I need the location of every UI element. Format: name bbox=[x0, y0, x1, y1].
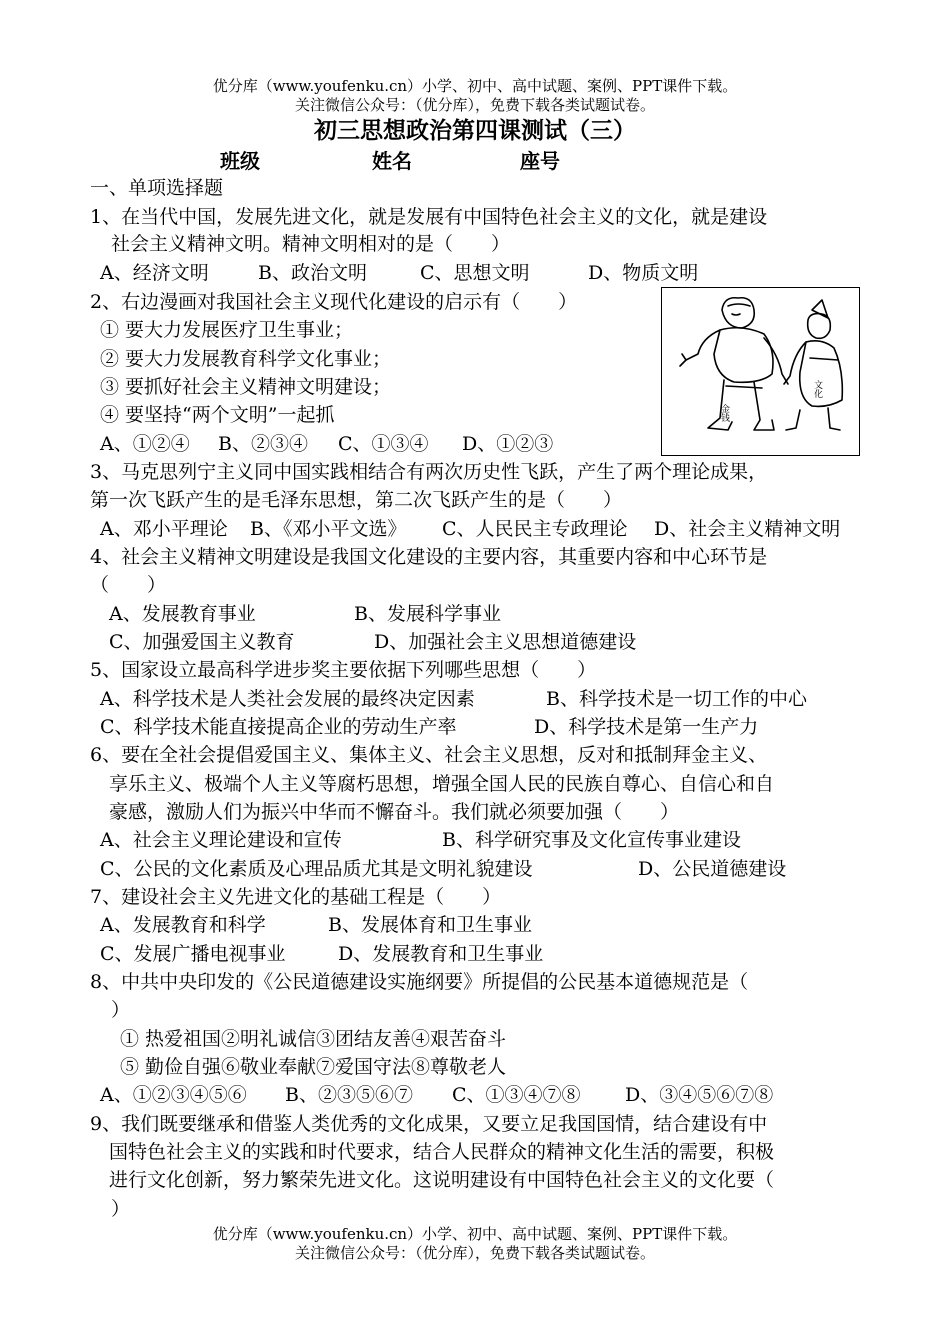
q2-option-b: B、②③④ bbox=[218, 433, 308, 455]
q4-stem-2: （ ） bbox=[90, 574, 167, 596]
q8-stem-2: ） bbox=[111, 999, 131, 1021]
q1-stem-1: 1、在当代中国，发展先进文化，就是发展有中国特色社会主义的文化，就是建设 bbox=[90, 206, 768, 228]
q7-option-a: A、发展教育和科学 bbox=[100, 914, 266, 936]
cartoon-image bbox=[661, 287, 860, 456]
header-line-1: 优分库（www.youfenku.cn）小学、初中、高中试题、案例、PPT课件下载。 bbox=[212, 77, 738, 95]
q2-item-1: ① 要大力发展医疗卫生事业； bbox=[100, 319, 354, 341]
q5-option-b: B、科学技术是一切工作的中心 bbox=[546, 688, 807, 710]
q8-option-d: D、③④⑤⑥⑦⑧ bbox=[625, 1084, 774, 1106]
q3-option-a: A、邓小平理论 bbox=[100, 518, 228, 540]
q8-option-a: A、①②③④⑤⑥ bbox=[100, 1084, 247, 1106]
q8-option-b: B、②③⑤⑥⑦ bbox=[285, 1084, 413, 1106]
q7-option-d: D、发展教育和卫生事业 bbox=[338, 943, 544, 965]
page-title: 初三思想政治第四课测试（三） bbox=[314, 118, 636, 144]
q6-option-d: D、公民道德建设 bbox=[638, 858, 787, 880]
q5-option-a: A、科学技术是人类社会发展的最终决定因素 bbox=[100, 688, 475, 710]
cartoon-big-man-label: 金钱 bbox=[719, 404, 729, 422]
q2-item-3: ③ 要抓好社会主义精神文明建设； bbox=[100, 376, 392, 398]
q6-option-c: C、公民的文化素质及心理品质尤其是文明礼貌建设 bbox=[100, 858, 533, 880]
footer-line-2: 关注微信公众号：（优分库），免费下载各类试题试卷。 bbox=[294, 1244, 655, 1262]
q4-option-b: B、发展科学事业 bbox=[354, 603, 501, 625]
q8-option-c: C、①③④⑦⑧ bbox=[452, 1084, 581, 1106]
q1-option-a: A、经济文明 bbox=[100, 262, 209, 284]
q1-stem-2: 社会主义精神文明。精神文明相对的是（ ） bbox=[111, 233, 511, 255]
seat-label: 座号 bbox=[520, 149, 560, 173]
q5-option-d: D、科学技术是第一生产力 bbox=[534, 716, 759, 738]
q2-option-a: A、①②④ bbox=[100, 433, 190, 455]
class-label: 班级 bbox=[220, 149, 260, 173]
cartoon-small-man-label: 文化 bbox=[812, 380, 822, 398]
q2-option-d: D、①②③ bbox=[462, 433, 554, 455]
q8-item-1: ① 热爱祖国②明礼诚信③团结友善④艰苦奋斗 bbox=[120, 1028, 507, 1050]
q5-stem: 5、国家设立最高科学进步奖主要依据下列哪些思想（ ） bbox=[90, 659, 597, 681]
q2-item-2: ② 要大力发展教育科学文化事业； bbox=[100, 348, 392, 370]
q4-stem-1: 4、社会主义精神文明建设是我国文化建设的主要内容，其重要内容和中心环节是 bbox=[90, 546, 768, 568]
q9-stem-2: 国特色社会主义的实践和时代要求，结合人民群众的精神文化生活的需要，积极 bbox=[109, 1141, 775, 1163]
q2-option-c: C、①③④ bbox=[338, 433, 429, 455]
q3-option-d: D、社会主义精神文明 bbox=[654, 518, 841, 540]
footer-line-1: 优分库（www.youfenku.cn）小学、初中、高中试题、案例、PPT课件下载。 bbox=[212, 1225, 738, 1243]
q1-option-d: D、物质文明 bbox=[588, 262, 699, 284]
name-label: 姓名 bbox=[372, 149, 412, 173]
q7-option-b: B、发展体育和卫生事业 bbox=[328, 914, 532, 936]
q2-item-4: ④ 要坚持“两个文明”一起抓 bbox=[100, 404, 335, 426]
q4-option-d: D、加强社会主义思想道德建设 bbox=[374, 631, 637, 653]
q3-stem-2: 第一次飞跃产生的是毛泽东思想，第二次飞跃产生的是（ ） bbox=[90, 489, 623, 511]
q8-stem-1: 8、中共中央印发的《公民道德建设实施纲要》所提倡的公民基本道德规范是（ bbox=[90, 971, 749, 993]
cartoon-drawing bbox=[662, 288, 858, 454]
q7-stem: 7、建设社会主义先进文化的基础工程是（ ） bbox=[90, 886, 502, 908]
header-line-2: 关注微信公众号：（优分库），免费下载各类试题试卷。 bbox=[294, 96, 655, 114]
q3-option-b: B、《邓小平文选》 bbox=[250, 518, 407, 540]
q1-option-b: B、政治文明 bbox=[258, 262, 367, 284]
q4-option-a: A、发展教育事业 bbox=[109, 603, 256, 625]
section-heading: 一、单项选择题 bbox=[90, 177, 224, 199]
q9-stem-3: 进行文化创新，努力繁荣先进文化。这说明建设有中国特色社会主义的文化要（ bbox=[109, 1169, 775, 1191]
q1-option-c: C、思想文明 bbox=[420, 262, 530, 284]
q6-stem-2: 享乐主义、极端个人主义等腐朽思想，增强全国人民的民族自尊心、自信心和自 bbox=[109, 773, 775, 795]
q5-option-c: C、科学技术能直接提高企业的劳动生产率 bbox=[100, 716, 457, 738]
q4-option-c: C、加强爱国主义教育 bbox=[109, 631, 295, 653]
q6-stem-1: 6、要在全社会提倡爱国主义、集体主义、社会主义思想，反对和抵制拜金主义、 bbox=[90, 744, 768, 766]
q6-option-a: A、社会主义理论建设和宣传 bbox=[100, 829, 342, 851]
q9-stem-4: ） bbox=[111, 1198, 131, 1220]
q3-stem-1: 3、马克思列宁主义同中国实践相结合有两次历史性飞跃，产生了两个理论成果， bbox=[90, 461, 768, 483]
q8-item-2: ⑤ 勤俭自强⑥敬业奉献⑦爱国守法⑧尊敬老人 bbox=[120, 1056, 507, 1078]
q3-option-c: C、人民民主专政理论 bbox=[442, 518, 628, 540]
q6-option-b: B、科学研究事及文化宣传事业建设 bbox=[442, 829, 741, 851]
q9-stem-1: 9、我们既要继承和借鉴人类优秀的文化成果，又要立足我国国情，结合建设有中 bbox=[90, 1113, 768, 1135]
q6-stem-3: 豪感，激励人们为振兴中华而不懈奋斗。我们就必须要加强（ ） bbox=[109, 801, 680, 823]
q7-option-c: C、发展广播电视事业 bbox=[100, 943, 286, 965]
q2-stem: 2、右边漫画对我国社会主义现代化建设的启示有（ ） bbox=[90, 291, 578, 313]
